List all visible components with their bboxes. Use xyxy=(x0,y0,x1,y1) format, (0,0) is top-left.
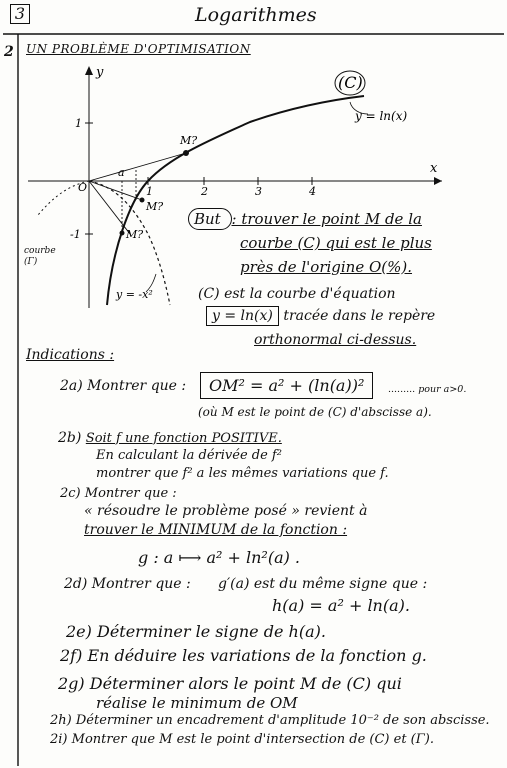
item-2d-line1: 2d) Montrer que : xyxy=(64,576,191,592)
origin-label: O xyxy=(78,181,88,194)
curve-c-eq: y = ln(x) xyxy=(355,109,408,123)
y-axis-label: y xyxy=(96,65,104,80)
item-2a: 2a) Montrer que : xyxy=(60,378,187,394)
item-2c-line2: « résoudre le problème posé » revient à xyxy=(84,503,368,519)
item-2g-line1: 2g) Déterminer alors le point M de (C) qui xyxy=(58,674,402,693)
item-2g-line2: réalise le minimum de OM xyxy=(96,694,298,712)
goal-line2: courbe (C) qui est le plus xyxy=(240,234,432,252)
point-m-2-label: M? xyxy=(146,200,164,213)
page-number: 3 xyxy=(14,4,26,23)
x-tick-2: 2 xyxy=(201,185,208,198)
x-tick-3: 3 xyxy=(255,185,262,198)
item-2h: 2h) Déterminer un encadrement d'amplitude 10⁻² de son abscisse. xyxy=(50,713,490,728)
point-m-3-label: M? xyxy=(126,228,144,241)
section-number: 2 xyxy=(4,44,14,60)
item-2d-line1b: g′(a) est du même signe que : xyxy=(218,576,428,592)
goal-line3: près de l'origine O(%). xyxy=(240,258,413,276)
item-2a-formula: OM² = a² + (ln(a))² xyxy=(200,372,373,399)
curve-gamma-label: courbe (Γ) xyxy=(24,246,56,267)
x-axis-label: x xyxy=(430,161,438,176)
item-2c-line1: 2c) Montrer que : xyxy=(60,486,177,501)
section-title: UN PROBLÈME D'OPTIMISATION xyxy=(26,42,251,56)
y-tick-1: 1 xyxy=(75,117,82,130)
item-2b-line1: 2b) Soit f une fonction POSITIVE. xyxy=(58,430,282,446)
item-2f: 2f) En déduire les variations de la fonction g. xyxy=(60,646,427,665)
goal-line1: But : trouver le point M de la xyxy=(188,210,422,228)
item-2b-line3: montrer que f² a les mêmes variations que f. xyxy=(96,466,389,481)
item-2e: 2e) Déterminer le signe de h(a). xyxy=(66,622,326,641)
indications-heading: Indications : xyxy=(26,347,115,363)
item-2b-line2: En calculant la dérivée de f² xyxy=(96,448,282,463)
goal-label-box: But xyxy=(188,208,232,230)
curve-desc-line1: (C) est la courbe d'équation xyxy=(198,286,396,302)
point-m-3 xyxy=(120,231,125,236)
item-2d-line2: h(a) = a² + ln(a). xyxy=(272,596,410,615)
y-axis-arrow xyxy=(85,66,93,75)
point-m-2 xyxy=(140,198,145,203)
page-title: Logarithmes xyxy=(195,4,317,26)
item-2a-tail: ......... pour a>0. xyxy=(388,384,467,395)
point-m-1 xyxy=(183,150,189,156)
y-tick-neg1: -1 xyxy=(70,228,81,241)
curve-gamma-eq: y = -x² xyxy=(116,288,153,301)
x-axis-arrow xyxy=(434,177,442,185)
item-2c-line4: g : a ⟼ a² + ln²(a) . xyxy=(138,548,301,567)
point-m-1-label: M? xyxy=(180,134,198,147)
item-2i: 2i) Montrer que M est le point d'intersection de (C) et (Γ). xyxy=(50,732,434,747)
x-tick-4: 4 xyxy=(309,185,316,198)
item-2c-line3: trouver le MINIMUM de la fonction : xyxy=(84,522,348,538)
item-2a-note: (où M est le point de (C) d'abscisse a). xyxy=(198,405,432,419)
x-tick-1: 1 xyxy=(146,185,153,198)
a-label: a xyxy=(118,166,125,179)
curve-desc-line3: orthonormal ci-dessus. xyxy=(254,332,417,348)
curve-c-label: (C) xyxy=(338,73,363,92)
curve-desc-line2: y = ln(x) tracée dans le repère xyxy=(206,308,435,324)
